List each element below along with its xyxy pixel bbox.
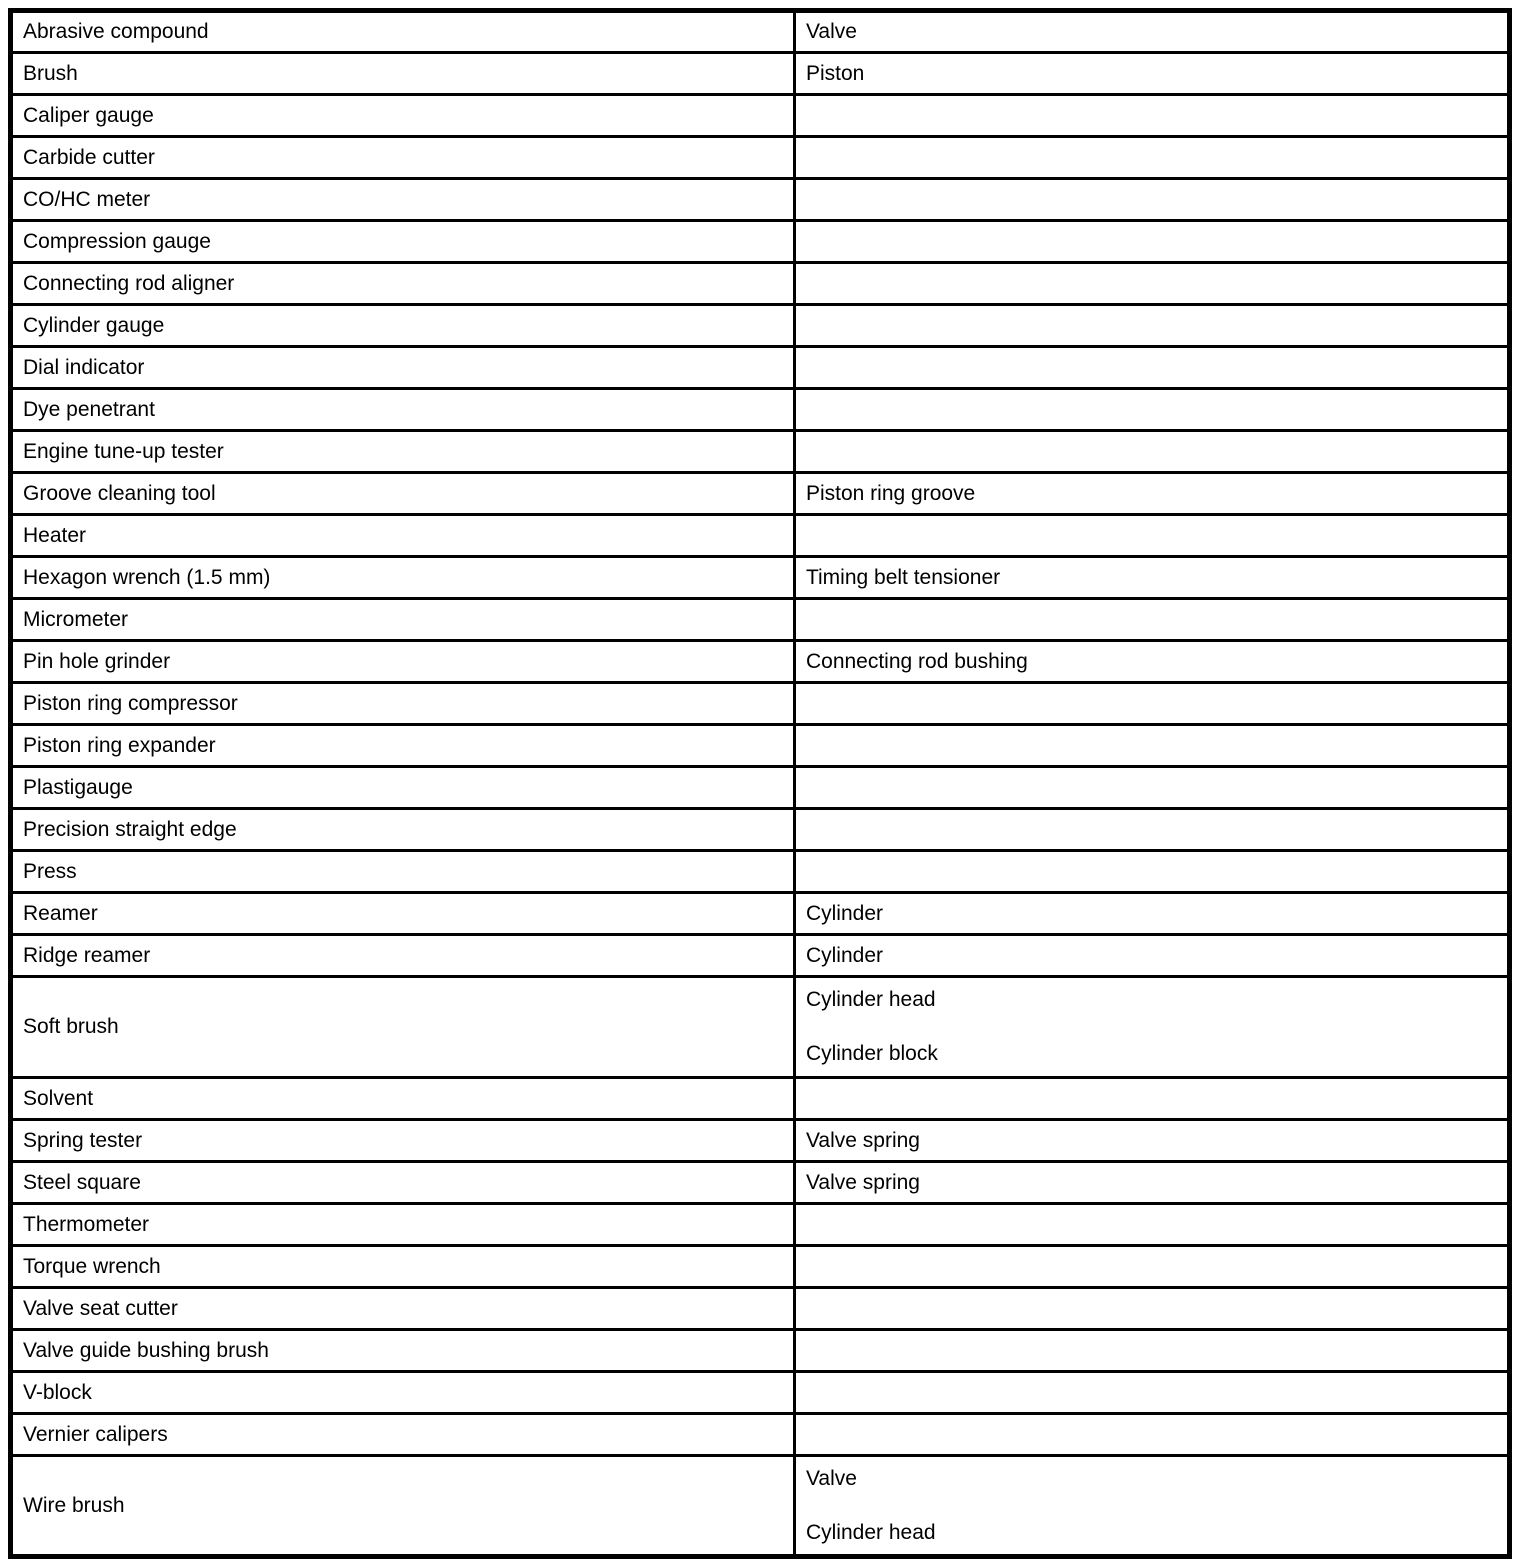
tool-name-cell (11, 389, 795, 431)
table-row (11, 515, 1510, 557)
tool-name: Piston ring expander (23, 733, 216, 757)
tool-name: Precision straight edge (23, 817, 237, 841)
tool-name-cell (11, 221, 795, 263)
table-row (11, 1456, 1510, 1557)
part-name: Cylinder (805, 901, 883, 925)
tool-name-cell (11, 11, 795, 53)
applicable-part-cell (794, 599, 1509, 641)
applicable-part-cell (794, 725, 1509, 767)
applicable-part-cell (794, 263, 1509, 305)
applicable-part-cell (794, 1372, 1509, 1414)
tool-name: Micrometer (23, 607, 129, 631)
tool-name-cell (11, 1078, 795, 1120)
tool-name-cell (11, 515, 795, 557)
tool-name-cell (11, 935, 795, 977)
table-row (11, 1078, 1510, 1120)
applicable-part-cell (794, 977, 1509, 1078)
table-body (11, 11, 1510, 1557)
tool-name: Spring tester (23, 1128, 143, 1152)
table-row (11, 1120, 1510, 1162)
table-row (11, 809, 1510, 851)
tool-name: CO/HC meter (23, 187, 151, 211)
part-name: Valve spring (805, 1170, 920, 1194)
table-row (11, 683, 1510, 725)
tool-name: Cylinder gauge (23, 313, 165, 337)
tool-name-cell (11, 305, 795, 347)
applicable-part-cell (794, 221, 1509, 263)
tool-name-cell (11, 599, 795, 641)
tool-name: V-block (23, 1380, 92, 1404)
table-row (11, 1414, 1510, 1456)
tool-name: Thermometer (23, 1212, 150, 1236)
table-row (11, 1162, 1510, 1204)
tool-name: Piston ring compressor (23, 691, 238, 715)
applicable-part-cell (794, 53, 1509, 95)
table-row (11, 137, 1510, 179)
applicable-part-cell (794, 893, 1509, 935)
tool-name: Ridge reamer (23, 943, 151, 967)
applicable-part-cell (794, 347, 1509, 389)
tool-name: Carbide cutter (23, 145, 155, 169)
tool-name-cell (11, 53, 795, 95)
part-name: Piston ring groove (805, 481, 976, 505)
tool-name-cell (11, 1288, 795, 1330)
special-tools-table (8, 8, 1512, 1559)
applicable-part-cell (794, 1330, 1509, 1372)
table-row (11, 431, 1510, 473)
tool-name: Connecting rod aligner (23, 271, 235, 295)
tool-name: Reamer (23, 901, 98, 925)
table-row (11, 977, 1510, 1078)
part-name: Cylinder head (805, 1520, 936, 1544)
tool-name-cell (11, 179, 795, 221)
table-row (11, 11, 1510, 53)
table-row (11, 221, 1510, 263)
applicable-part-cell (794, 473, 1509, 515)
part-name: Cylinder head (805, 988, 936, 1011)
tool-name-cell (11, 893, 795, 935)
table-row (11, 1204, 1510, 1246)
tool-name-cell (11, 95, 795, 137)
table-row (11, 1246, 1510, 1288)
tool-name-cell (11, 725, 795, 767)
tool-name: Vernier calipers (23, 1422, 168, 1446)
tool-name-cell (11, 1162, 795, 1204)
tool-name-cell (11, 431, 795, 473)
table-row (11, 347, 1510, 389)
tool-name-cell (11, 977, 795, 1078)
tool-name-cell (11, 1246, 795, 1288)
table-row (11, 641, 1510, 683)
applicable-part-cell (794, 431, 1509, 473)
tool-name-cell (11, 1414, 795, 1456)
table-row (11, 305, 1510, 347)
tool-name-cell (11, 1456, 795, 1557)
tool-name-cell (11, 1372, 795, 1414)
tool-name-cell (11, 137, 795, 179)
applicable-part-cell (794, 1204, 1509, 1246)
applicable-part-cell (794, 809, 1509, 851)
applicable-part-cell (794, 305, 1509, 347)
tool-name: Caliper gauge (23, 103, 154, 127)
applicable-part-cell (794, 137, 1509, 179)
tool-name-cell (11, 347, 795, 389)
tool-name: Pin hole grinder (23, 649, 171, 673)
tool-name-cell (11, 641, 795, 683)
tool-name: Hexagon wrench (1.5 mm) (23, 565, 271, 589)
tool-name-cell (11, 683, 795, 725)
applicable-part-cell (794, 767, 1509, 809)
applicable-part-cell (794, 1414, 1509, 1456)
tool-name-cell (11, 1120, 795, 1162)
tool-name-cell (11, 263, 795, 305)
tool-name: Brush (23, 61, 78, 85)
applicable-part-cell (794, 389, 1509, 431)
part-name: Timing belt tensioner (805, 565, 1001, 589)
part-name: Connecting rod bushing (805, 649, 1028, 673)
part-name: Piston (805, 61, 865, 85)
tool-name-cell (11, 557, 795, 599)
table-row (11, 725, 1510, 767)
table-row (11, 179, 1510, 221)
table-row (11, 893, 1510, 935)
table-row (11, 1372, 1510, 1414)
applicable-part-cell (794, 1456, 1509, 1557)
tool-name: Valve guide bushing brush (23, 1338, 269, 1362)
table-row (11, 389, 1510, 431)
applicable-part-cell (794, 1078, 1509, 1120)
table-row (11, 95, 1510, 137)
applicable-part-cell (794, 557, 1509, 599)
tool-name: Heater (23, 523, 87, 547)
table-row (11, 851, 1510, 893)
part-name: Cylinder block (805, 1042, 938, 1065)
tool-name: Wire brush (23, 1493, 125, 1517)
tool-name-cell (11, 851, 795, 893)
table-row (11, 557, 1510, 599)
applicable-part-cell (794, 1246, 1509, 1288)
tool-name: Press (23, 859, 77, 883)
applicable-part-cell (794, 935, 1509, 977)
table-row (11, 935, 1510, 977)
applicable-part-cell (794, 11, 1509, 53)
applicable-part-cell (794, 1162, 1509, 1204)
part-name: Valve (805, 20, 857, 43)
table-row (11, 767, 1510, 809)
part-name: Cylinder (805, 943, 883, 967)
tool-name: Torque wrench (23, 1254, 161, 1278)
table-row (11, 1330, 1510, 1372)
tool-name: Abrasive compound (23, 20, 209, 43)
applicable-part-cell (794, 1120, 1509, 1162)
applicable-part-cell (794, 515, 1509, 557)
part-name: Valve spring (805, 1128, 920, 1152)
table-row (11, 263, 1510, 305)
table-row (11, 473, 1510, 515)
tool-name-cell (11, 767, 795, 809)
table-row (11, 53, 1510, 95)
tool-name: Soft brush (23, 1015, 119, 1038)
applicable-part-cell (794, 851, 1509, 893)
tool-name: Compression gauge (23, 229, 211, 253)
tool-name: Dye penetrant (23, 397, 155, 421)
tool-name: Steel square (23, 1170, 141, 1194)
tool-name-cell (11, 809, 795, 851)
tool-name-cell (11, 473, 795, 515)
tool-name: Solvent (23, 1086, 94, 1110)
part-name: Valve (805, 1466, 857, 1490)
tool-name: Plastigauge (23, 775, 133, 799)
tool-name: Groove cleaning tool (23, 481, 216, 505)
applicable-part-cell (794, 1288, 1509, 1330)
tool-name-cell (11, 1330, 795, 1372)
tool-name: Valve seat cutter (23, 1296, 178, 1320)
applicable-part-cell (794, 179, 1509, 221)
tool-name: Dial indicator (23, 355, 145, 379)
applicable-part-cell (794, 95, 1509, 137)
table-row (11, 599, 1510, 641)
table-row (11, 1288, 1510, 1330)
applicable-part-cell (794, 641, 1509, 683)
applicable-part-cell (794, 683, 1509, 725)
tool-name-cell (11, 1204, 795, 1246)
tool-name: Engine tune-up tester (23, 439, 224, 463)
